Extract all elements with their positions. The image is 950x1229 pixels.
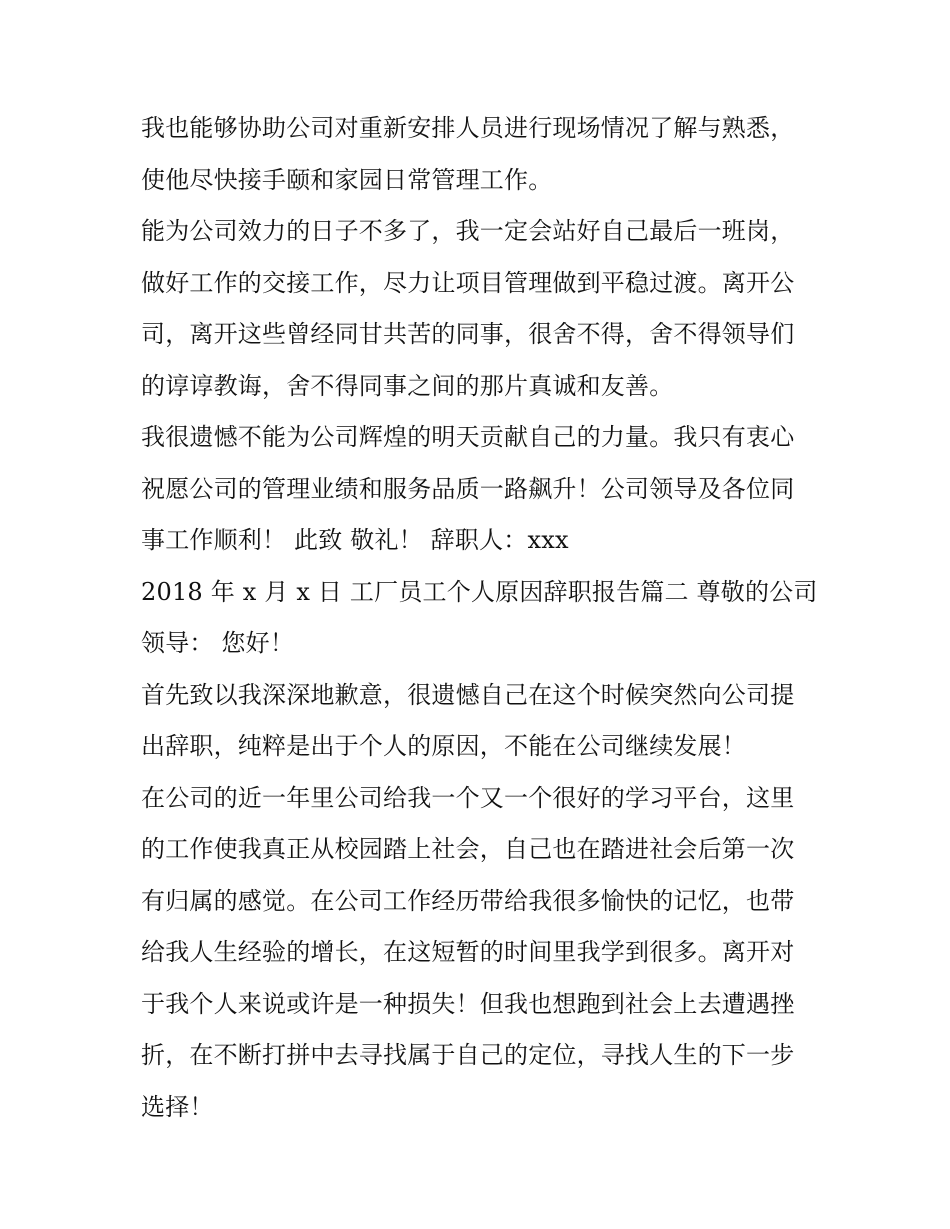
text-line: 事工作顺利！ 此致 敬礼！ 辞职人：xxx xyxy=(141,526,569,554)
text-line: 司，离开这些曾经同甘共苦的同事，很舍不得，舍不得领导们 xyxy=(141,320,795,348)
text-line: 在公司的近一年里公司给我一个又一个很好的学习平台，这里 xyxy=(141,783,795,812)
document-body xyxy=(141,103,821,1133)
text-line: 出辞职，纯粹是出于个人的原因，不能在公司继续发展！ xyxy=(141,732,746,760)
text-line: 祝愿公司的管理业绩和服务品质一路飙升！公司领导及各位同 xyxy=(141,474,795,503)
text-line: 使他尽快接手颐和家园日常管理工作。 xyxy=(141,165,553,194)
text-line: 做好工作的交接工作，尽力让项目管理做到平稳过渡。离开公 xyxy=(141,268,795,297)
text-line: 于我个人来说或许是一种损失！但我也想跑到社会上去遭遇挫 xyxy=(141,989,795,1018)
text-line: 我也能够协助公司对重新安排人员进行现场情况了解与熟悉， xyxy=(141,114,795,142)
text-line: 给我人生经验的增长，在这短暂的时间里我学到很多。离开对 xyxy=(141,938,795,966)
text-line: 的谆谆教诲，舍不得同事之间的那片真诚和友善。 xyxy=(141,371,674,400)
text-line: 有归属的感觉。在公司工作经历带给我很多愉快的记忆，也带 xyxy=(141,886,795,915)
text-line: 领导： 您好！ xyxy=(141,629,295,657)
text-line: 能为公司效力的日子不多了，我一定会站好自己最后一班岗， xyxy=(141,217,795,245)
text-line: 折，在不断打拼中去寻找属于自己的定位，寻找人生的下一步 xyxy=(141,1041,795,1069)
text-line: 选择！ xyxy=(141,1092,214,1121)
text-line: 我很遗憾不能为公司辉煌的明天贡献自己的力量。我只有衷心 xyxy=(141,423,795,451)
text-line: 2018 年 x 月 x 日 工厂员工个人原因辞职报告篇二 尊敬的公司 xyxy=(141,577,818,606)
text-line: 首先致以我深深地歉意，很遗憾自己在这个时候突然向公司提 xyxy=(141,680,795,709)
text-line: 的工作使我真正从校园踏上社会，自己也在踏进社会后第一次 xyxy=(141,835,795,863)
